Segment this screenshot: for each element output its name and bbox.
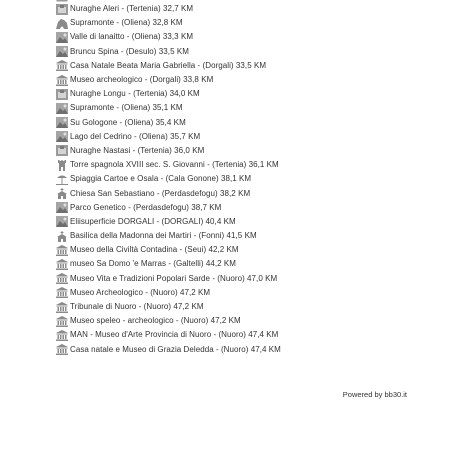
museum-icon [56, 245, 68, 256]
museum-icon [56, 344, 68, 355]
landscape-icon [56, 103, 68, 114]
poi-label: Spiaggia Cartoe e Osala - (Cala Gonone) 38,1 KM [70, 174, 252, 184]
poi-list-item[interactable] [56, 243, 281, 257]
church-icon [56, 231, 68, 242]
landscape-icon [56, 202, 68, 213]
powered-by-credit[interactable]: Powered by bb30.it [342, 390, 407, 399]
points-of-interest-list [56, 2, 281, 357]
museum-icon [56, 60, 68, 71]
poi-list-item[interactable] [56, 130, 281, 144]
poi-label: Su Gologone - (Oliena) 35,4 KM [70, 117, 186, 127]
landscape-icon [56, 46, 68, 57]
poi-label: Museo della Civiltà Contadina - (Seui) 42,2 KM [70, 245, 239, 255]
poi-list-item[interactable] [56, 300, 281, 314]
museum-icon [56, 302, 68, 313]
poi-list-item[interactable] [56, 186, 281, 200]
poi-list-item[interactable] [56, 45, 281, 59]
tower-icon [56, 160, 68, 171]
beach-icon [56, 174, 68, 185]
landscape-icon [56, 131, 68, 142]
museum-icon [56, 316, 68, 327]
landscape-icon [56, 216, 68, 227]
poi-label: Valle di lanaitto - (Oliena) 33,3 KM [70, 32, 194, 42]
poi-label: Museo speleo - archeologico - (Nuoro) 47,2 KM [70, 316, 241, 326]
poi-label: Nuraghe Aleri - (Tertenia) 32,7 KM [70, 4, 194, 14]
poi-list-item[interactable] [56, 59, 281, 73]
poi-list-item[interactable] [56, 343, 281, 357]
poi-label: MAN - Museo d'Arte Provincia di Nuoro - (Nuoro) 47,4 KM [70, 330, 279, 340]
poi-list-item[interactable] [56, 73, 281, 87]
poi-list-item[interactable] [56, 158, 281, 172]
poi-list-item[interactable] [56, 2, 281, 16]
poi-label: Museo archeologico - (Dorgali) 33,8 KM [70, 75, 214, 85]
poi-list-item[interactable] [56, 101, 281, 115]
museum-icon [56, 330, 68, 341]
nuraghe-icon [56, 89, 68, 100]
poi-list-item[interactable] [56, 16, 281, 30]
cave-icon [56, 18, 68, 29]
poi-label: Bruncu Spina - (Desulo) 33,5 KM [70, 46, 189, 56]
poi-label: Parco Genetico - (Perdasdefogu) 38,7 KM [70, 202, 222, 212]
landscape-icon [56, 117, 68, 128]
poi-list-item[interactable] [56, 229, 281, 243]
landscape-icon [56, 32, 68, 43]
church-icon [56, 188, 68, 199]
poi-label: museo Sa Domo 'e Marras - (Galtelli) 44,2 KM [70, 259, 237, 269]
museum-icon [56, 259, 68, 270]
poi-label: Tribunale di Nuoro - (Nuoro) 47,2 KM [70, 302, 204, 312]
poi-label: Casa natale e Museo di Grazia Deledda - (Nuoro) 47,4 KM [70, 344, 281, 354]
poi-list-item[interactable] [56, 286, 281, 300]
poi-label: Nuraghe Nastasi - (Tertenia) 36,0 KM [70, 145, 205, 155]
poi-label: Casa Natale Beata Maria Gabriella - (Dorgali) 33,5 KM [70, 60, 267, 70]
poi-list-item[interactable] [56, 328, 281, 342]
nuraghe-icon [56, 4, 68, 15]
poi-list-item[interactable] [56, 201, 281, 215]
poi-label: Lago del Cedrino - (Oliena) 35,7 KM [70, 131, 201, 141]
poi-label: Nuraghe Longu - (Tertenia) 34,0 KM [70, 89, 200, 99]
poi-label: Museo Vita e Tradizioni Popolari Sarde - (Nuoro) 47,0 KM [70, 273, 278, 283]
poi-label: Torre spagnola XVIII sec. S. Giovanni - (Tertenia) 36,1 KM [70, 160, 279, 170]
poi-list-item[interactable] [56, 172, 281, 186]
museum-icon [56, 75, 68, 86]
poi-list-item[interactable] [56, 272, 281, 286]
poi-list-item[interactable] [56, 215, 281, 229]
poi-label: Basilica della Madonna dei Martiri - (Fonni) 41,5 KM [70, 231, 257, 241]
poi-list-item[interactable] [56, 144, 281, 158]
poi-label: Supramonte - (Oliena) 32,8 KM [70, 18, 183, 28]
poi-list-item[interactable] [56, 87, 281, 101]
poi-label: Eliisuperficie DORGALI - (DORGALI) 40,4 KM [70, 216, 236, 226]
poi-list-item[interactable] [56, 257, 281, 271]
poi-list-item[interactable] [56, 116, 281, 130]
poi-list-item[interactable] [56, 314, 281, 328]
poi-label: Supramonte - (Oliena) 35,1 KM [70, 103, 183, 113]
poi-label: Museo Archeologico - (Nuoro) 47,2 KM [70, 287, 211, 297]
museum-icon [56, 273, 68, 284]
poi-list-item[interactable] [56, 30, 281, 44]
nuraghe-icon [56, 145, 68, 156]
poi-label: Chiesa San Sebastiano - (Perdasdefogu) 38,2 KM [70, 188, 251, 198]
museum-icon [56, 287, 68, 298]
